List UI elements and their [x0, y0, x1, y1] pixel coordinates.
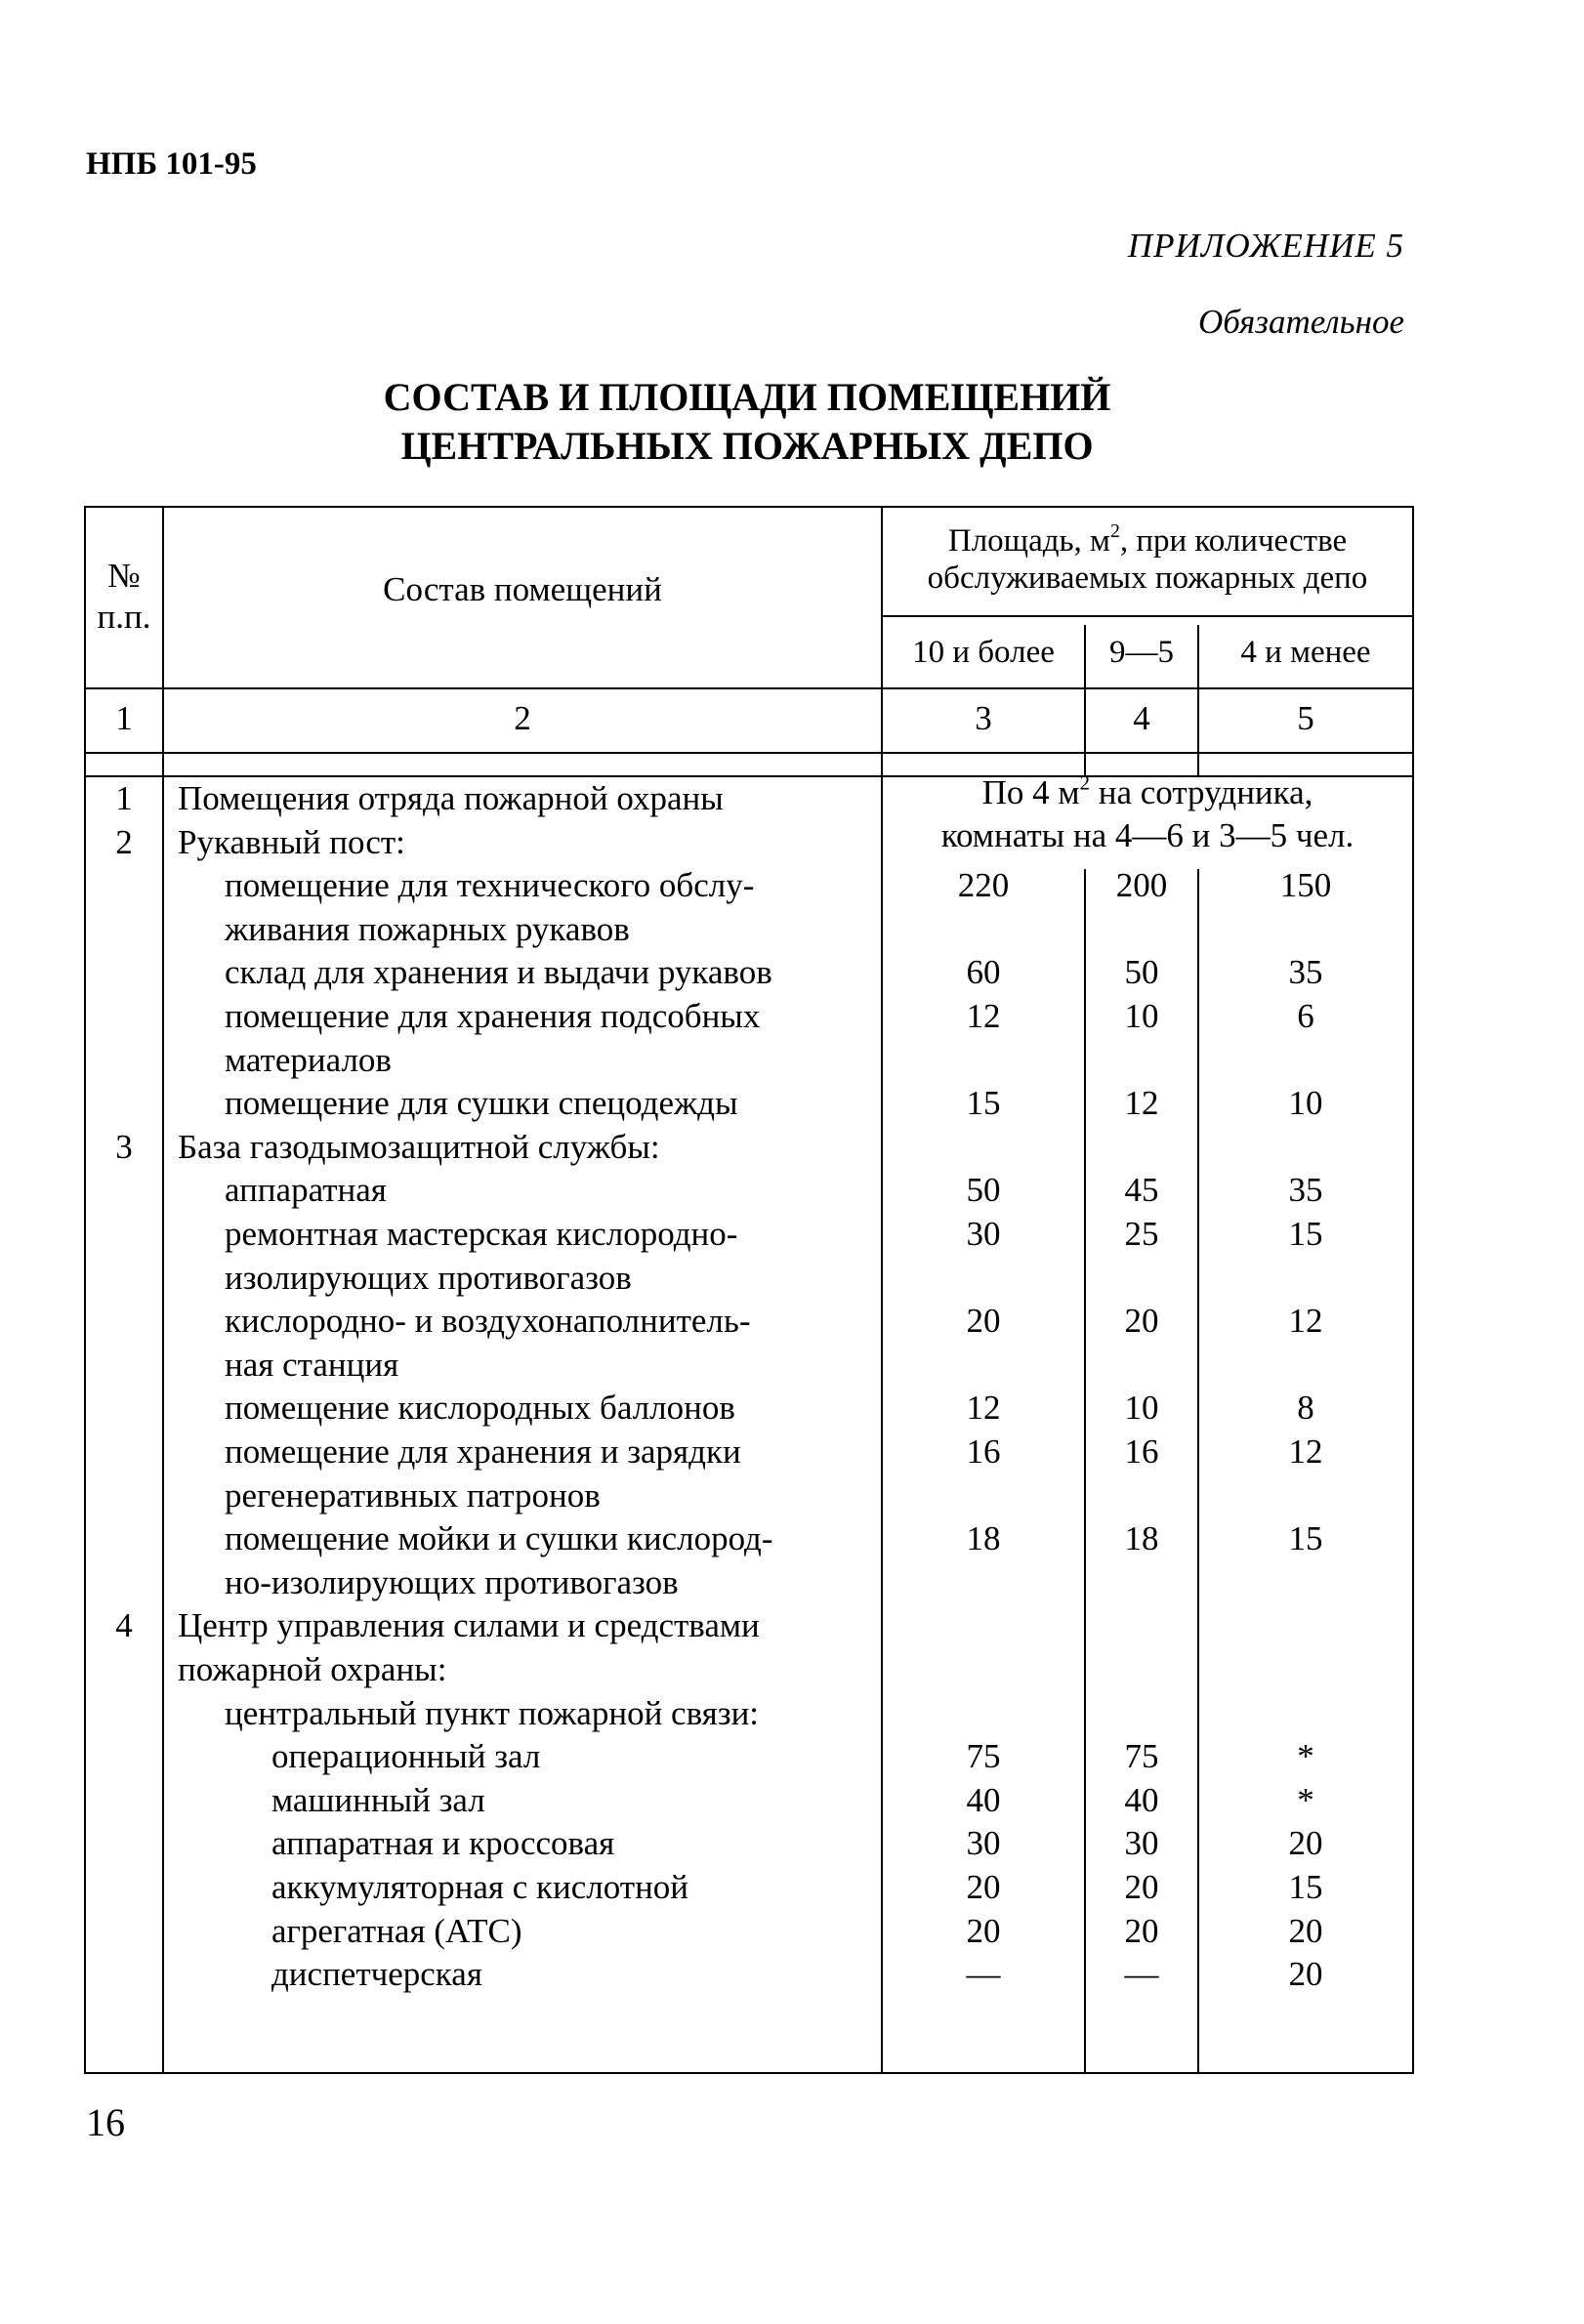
row-value-col3: 12: [966, 1389, 1001, 1427]
row-value-col5: 12: [1288, 1432, 1323, 1471]
row-number: 4: [115, 1606, 133, 1644]
table-rule-colnums: [84, 752, 1414, 754]
row-value-col5: 15: [1288, 1519, 1323, 1557]
header-composition: Состав помещений: [383, 570, 662, 608]
table-rule-area-head: [881, 615, 1414, 617]
row1-area-span-line-1: По 4 $м^2$ на сотрудника,: [981, 770, 1313, 811]
colnum-4: 4: [1133, 699, 1150, 737]
table-border-top: [84, 506, 1414, 508]
row-value-col4: 18: [1124, 1519, 1159, 1557]
row-label: кислородно- и воздухонаполнитель-: [225, 1302, 751, 1340]
table-border-bottom: [84, 2072, 1414, 2074]
row-label: живания пожарных рукавов: [225, 910, 630, 948]
row-value-col4: 20: [1124, 1912, 1159, 1950]
row-value-col4: 10: [1124, 1389, 1159, 1427]
header-num-symbol: №: [107, 557, 141, 595]
row-value-col5: 20: [1288, 1912, 1323, 1950]
mandatory-label: Обязательное: [1198, 303, 1404, 341]
header-sub-9-5: 9—5: [1109, 635, 1174, 670]
table-rule-col1: [162, 506, 164, 2072]
row-value-col4: 40: [1124, 1781, 1159, 1819]
row-label: но-изолирующих противогазов: [225, 1563, 679, 1601]
row-value-col5: 15: [1288, 1215, 1323, 1253]
row-value-col3: 75: [966, 1737, 1001, 1775]
row-value-col5: 20: [1288, 1824, 1323, 1862]
appendix-label: ПРИЛОЖЕНИЕ 5: [1127, 227, 1404, 265]
row-number: 1: [115, 779, 133, 817]
row-value-col4: 20: [1124, 1868, 1159, 1906]
row-value-col4: 16: [1124, 1432, 1159, 1471]
row-label: машинный зал: [271, 1781, 485, 1819]
row-value-col5: 35: [1288, 1171, 1323, 1209]
row-label: аппаратная: [225, 1171, 387, 1209]
colnum-5: 5: [1297, 699, 1314, 737]
row-label: материалов: [225, 1041, 392, 1079]
row-value-col3: 50: [966, 1171, 1001, 1209]
row-value-col3: 12: [966, 997, 1001, 1035]
row-number: 2: [115, 823, 133, 861]
row-label: помещение для сушки спецодежды: [225, 1084, 738, 1122]
header-num-abbrev: п.п.: [97, 598, 151, 636]
row-value-col4: 30: [1124, 1824, 1159, 1862]
row-value-col4: 75: [1124, 1737, 1159, 1775]
page-title-line-1: СОСТАВ И ПЛОЩАДИ ПОМЕЩЕНИЙ: [383, 375, 1111, 419]
row-value-col5: 35: [1288, 953, 1323, 991]
row-label: База газодымозащитной службы:: [178, 1128, 660, 1166]
row-value-col4: 45: [1124, 1171, 1159, 1209]
row-label: Центр управления силами и средствами: [178, 1606, 760, 1644]
row-value-col3: 40: [966, 1781, 1001, 1819]
colnum-3: 3: [975, 699, 992, 737]
row-label: ная станция: [225, 1346, 399, 1384]
row-value-col5: 6: [1297, 997, 1314, 1035]
row-value-col4: 10: [1124, 997, 1159, 1035]
row-label: Помещения отряда пожарной охраны: [178, 779, 724, 817]
document-code: НПБ 101-95: [86, 146, 257, 182]
row-value-col3: 18: [966, 1519, 1001, 1557]
row-label: аппаратная и кроссовая: [271, 1824, 615, 1862]
row-number: 3: [115, 1128, 133, 1166]
row-value-col3: 30: [966, 1215, 1001, 1253]
row-value-col5: 150: [1279, 866, 1332, 904]
row-label: помещение для хранения и зарядки: [225, 1432, 741, 1471]
row1-area-span-line-2: комнаты на 4—6 и 3—5 чел.: [940, 816, 1355, 854]
row-value-col3: —: [966, 1955, 1001, 1993]
header-area-line-1: Площадь, $м^2$, при количестве: [947, 520, 1348, 559]
row-value-col5: 12: [1288, 1302, 1323, 1340]
row-label: центральный пункт пожарной связи:: [225, 1694, 760, 1732]
row-label: диспетчерская: [271, 1955, 482, 1993]
row-label: агрегатная (АТС): [271, 1912, 522, 1950]
row-label: Рукавный пост:: [178, 823, 405, 861]
row-value-col4: —: [1124, 1955, 1159, 1993]
row-value-col4: 50: [1124, 953, 1159, 991]
header-area-line-2: обслуживаемых пожарных депо: [927, 560, 1368, 596]
row-value-col4: 25: [1124, 1215, 1159, 1253]
row-value-col3: 60: [966, 953, 1001, 991]
row-value-col3: 20: [966, 1868, 1001, 1906]
row-label: пожарной охраны:: [178, 1650, 447, 1688]
row-value-col3: 20: [966, 1302, 1001, 1340]
colnum-1: 1: [115, 699, 133, 737]
row-label: ремонтная мастерская кислородно-: [225, 1215, 738, 1253]
row-value-col4: 12: [1124, 1084, 1159, 1122]
row-label: помещение кислородных баллонов: [225, 1389, 735, 1427]
row-label: регенеративных патронов: [225, 1476, 601, 1515]
row-label: помещение для технического обслу-: [225, 866, 755, 904]
table-border-right: [1412, 506, 1414, 2072]
row-value-col4: 20: [1124, 1302, 1159, 1340]
row-label: изолирующих противогазов: [225, 1259, 632, 1297]
table-border-left: [84, 506, 86, 2072]
page-number: 16: [86, 2100, 125, 2144]
header-sub-10-plus: 10 и более: [912, 635, 1055, 670]
row-value-col5: 15: [1288, 1868, 1323, 1906]
row-value-col3: 220: [957, 866, 1010, 904]
row-value-col3: 16: [966, 1432, 1001, 1471]
row-label: склад для хранения и выдачи рукавов: [225, 953, 772, 991]
header-sub-4-less: 4 и менее: [1240, 635, 1371, 670]
row-value-col5: 10: [1288, 1084, 1323, 1122]
row-value-col3: 20: [966, 1912, 1001, 1950]
rooms-table: [84, 506, 1414, 2072]
row-label: операционный зал: [271, 1737, 541, 1775]
row-value-col5: *: [1297, 1781, 1314, 1819]
page-title-line-2: ЦЕНТРАЛЬНЫХ ПОЖАРНЫХ ДЕПО: [400, 424, 1094, 468]
colnum-2: 2: [514, 699, 531, 737]
row-label: аккумуляторная с кислотной: [271, 1868, 689, 1906]
row-label: помещение мойки и сушки кислород-: [225, 1519, 773, 1557]
row-value-col5: 20: [1288, 1955, 1323, 1993]
table-rule-head-bottom: [84, 687, 1414, 689]
row-value-col5: *: [1297, 1737, 1314, 1775]
row-value-col4: 200: [1115, 866, 1168, 904]
row-label: помещение для хранения подсобных: [225, 997, 761, 1035]
row-value-col5: 8: [1297, 1389, 1314, 1427]
row-value-col3: 15: [966, 1084, 1001, 1122]
row-value-col3: 30: [966, 1824, 1001, 1862]
